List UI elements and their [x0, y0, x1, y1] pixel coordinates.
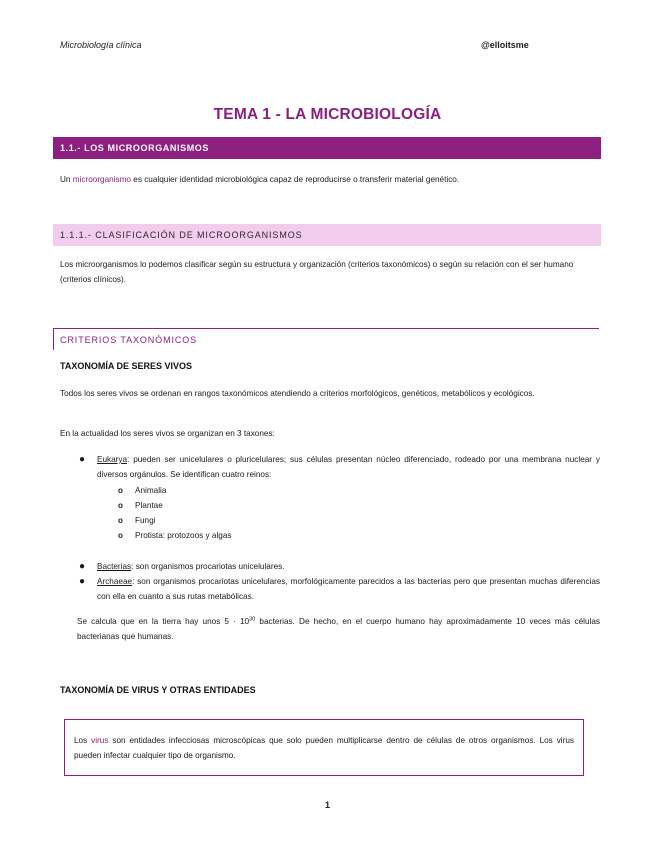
bacteria-count-paragraph: Se calcula que en la tierra hay unos $5 \cdot 10^{30}$ bacterias. De hecho, en el cuerpo humano hay aproximadamente 10 veces más células bacterianas que humanas.: [77, 616, 601, 641]
term-virus: virus: [91, 736, 109, 745]
bullet-dot: ●: [79, 561, 86, 572]
criteria-heading: CRITERIOS TAXONÓMICOS: [60, 335, 198, 345]
list-item-eukarya: Eukarya: pueden ser unicelulares o pluricelulares; sus células presentan núcleo diferenciado, rodeado por una membrana nuclear y diversos orgánulos. Se identifican cuatro reinos:: [97, 455, 600, 479]
virus-definition: Los virus son entidades infecciosas microscópicas que solo pueden multiplicarse dentro de células de otros organismos. Los virus pueden infectar cualquier tipo de organismo.: [74, 736, 574, 760]
page-number: 1: [324, 800, 330, 810]
page-title: TEMA 1 - LA MICROBIOLOGÍA: [213, 106, 442, 123]
list-item-reino: Plantae: [135, 501, 163, 510]
taxonomy-virus-heading: TAXONOMÍA DE VIRUS Y OTRAS ENTIDADES: [60, 685, 256, 695]
list-item-reino: Protista: protozoos y algas: [135, 531, 232, 540]
taxonomy-living-heading: TAXONOMÍA DE SERES VIVOS: [60, 361, 193, 371]
sub-bullet-circle: o: [118, 531, 123, 540]
sub-bullet-circle: o: [118, 516, 123, 525]
term-microorganismo: microorganismo: [72, 175, 131, 184]
header-author: @elloitsme: [481, 40, 529, 50]
bullet-dot: ●: [79, 454, 86, 465]
list-item-reino: Animalia: [135, 486, 167, 495]
taxonomy-paragraph-1: Todos los seres vivos se ordenan en rangos taxonómicos atendiendo a criterios morfológicos, genéticos, metabólicos y ecológicos.: [60, 389, 535, 398]
sub-bullet-circle: o: [118, 486, 123, 495]
section-heading: 1.1.- LOS MICROORGANISMOS: [60, 143, 210, 153]
header-subject: Microbiología clínica: [60, 40, 142, 50]
list-item-bacterias: Bacterias: son organismos procariotas unicelulares.: [97, 562, 285, 571]
intro-paragraph: Un microorganismo es cualquier identidad microbiológica capaz de reproducirse o transferir material genético.: [60, 175, 460, 184]
term-bacterias: Bacterias: [97, 562, 132, 571]
list-item-reino: Fungi: [135, 516, 156, 525]
term-archaeae: Archaeae: [97, 577, 133, 586]
sub-bullet-circle: o: [118, 501, 123, 510]
classification-paragraph: Los microorganismos lo podemos clasificar según su estructura y organización (criterios taxonómicos) o según su relación con el ser humano (criterios clínicos).: [60, 260, 574, 284]
bullet-dot: ●: [79, 576, 86, 587]
taxonomy-paragraph-2: En la actualidad los seres vivos se organizan en 3 taxones:: [60, 429, 275, 438]
list-item-archaeae: Archaeae: son organismos procariotas unicelulares, morfológicamente parecidos a las bacterias pero que presentan muchas diferencias con ella en cuanto a sus rutas metabólicas.: [97, 577, 600, 601]
term-eukarya: Eukarya: [97, 455, 128, 464]
subsection-heading: 1.1.1.- CLASIFICACIÓN DE MICROORGANISMOS: [60, 230, 303, 240]
